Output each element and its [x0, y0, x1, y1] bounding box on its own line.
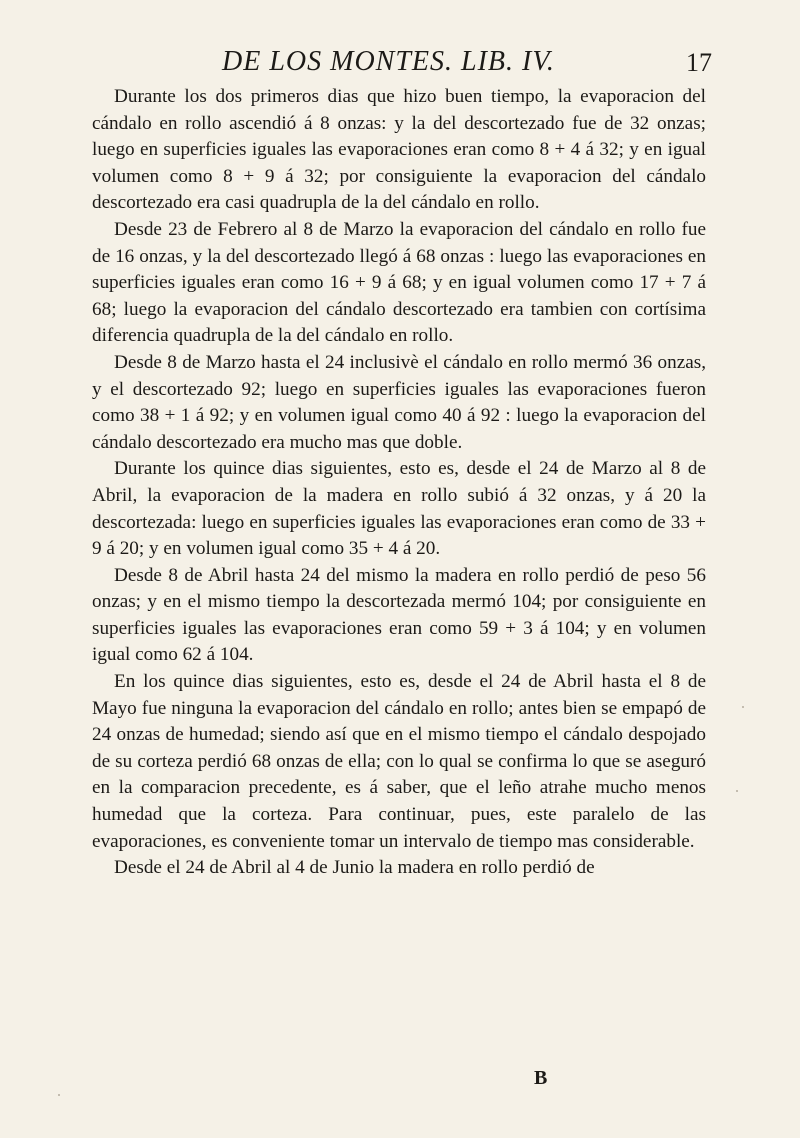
paragraph: Desde el 24 de Abril al 4 de Junio la madera en rollo perdió de	[114, 857, 595, 879]
body-text	[92, 84, 706, 882]
paragraph: En los quince dias siguientes, esto es, desde el 24 de Abril hasta el 8 de Mayo fue ninguna la evaporacion del cándalo en rollo; antes bien se empapó de 24 onzas de humedad; siendo así que en el mismo tiempo el cándalo despojado de su corteza perdió 68 onzas de ella; con lo qual se confirma lo que se aseguró en la comparacion precedente, es á saber, que el leño atrahe mucho menos humedad que la corteza. Para continuar, pues, este paralelo de las evaporaciones, es conveniente tomar un intervalo de tiempo mas considerable.	[92, 671, 706, 852]
page-header	[0, 46, 800, 86]
paper-speck	[742, 706, 744, 708]
paper-speck	[58, 1094, 60, 1096]
paragraph: Desde 8 de Abril hasta 24 del mismo la madera en rollo perdió de peso 56 onzas; y en el mismo tiempo la descortezada mermó 104; por consiguiente en superficies iguales las evaporaciones eran como 59 + 3 á 104; y en volumen igual como 62 á 104.	[92, 564, 706, 666]
signature-mark: B	[534, 1067, 548, 1089]
paragraph: Desde 8 de Marzo hasta el 24 inclusivè el cándalo en rollo mermó 36 onzas, y el descortezado 92; luego en superficies iguales las evaporaciones fueron como 38 + 1 á 92; y en volumen igual como 40 á 92 : luego la evaporacion del cándalo descortezado era mucho mas que doble.	[92, 351, 706, 453]
paragraph: Durante los dos primeros dias que hizo buen tiempo, la evaporacion del cándalo en rollo ascendió á 8 onzas: y la del descortezado fue de 32 onzas; luego en superficies iguales las evaporaciones eran como 8 + 4 á 32; y en igual volumen como 8 + 9 á 32; por consiguiente la evaporacion del cándalo descortezado era casi quadrupla de la del cándalo en rollo.	[92, 86, 706, 214]
paper-speck	[736, 790, 738, 792]
running-head: DE LOS MONTES. LIB. IV.	[222, 46, 555, 77]
paragraph: Desde 23 de Febrero al 8 de Marzo la evaporacion del cándalo en rollo fue de 16 onzas, y la del descortezado llegó á 68 onzas : luego las evaporaciones en superficies iguales eran como 16 + 9 á 68; y en igual volumen como 17 + 7 á 68; luego la evaporacion del cándalo descortezado era tambien con cortísima diferencia quadrupla de la del cándalo en rollo.	[92, 218, 706, 347]
paragraph: Durante los quince dias siguientes, esto es, desde el 24 de Marzo al 8 de Abril, la evaporacion de la madera en rollo subió á 32 onzas, y á 20 la descortezada: luego en superficies iguales las evaporaciones eran como de 33 + 9 á 20; y en volumen igual como 35 + 4 á 20.	[92, 458, 706, 560]
page-number: 17	[686, 48, 712, 77]
